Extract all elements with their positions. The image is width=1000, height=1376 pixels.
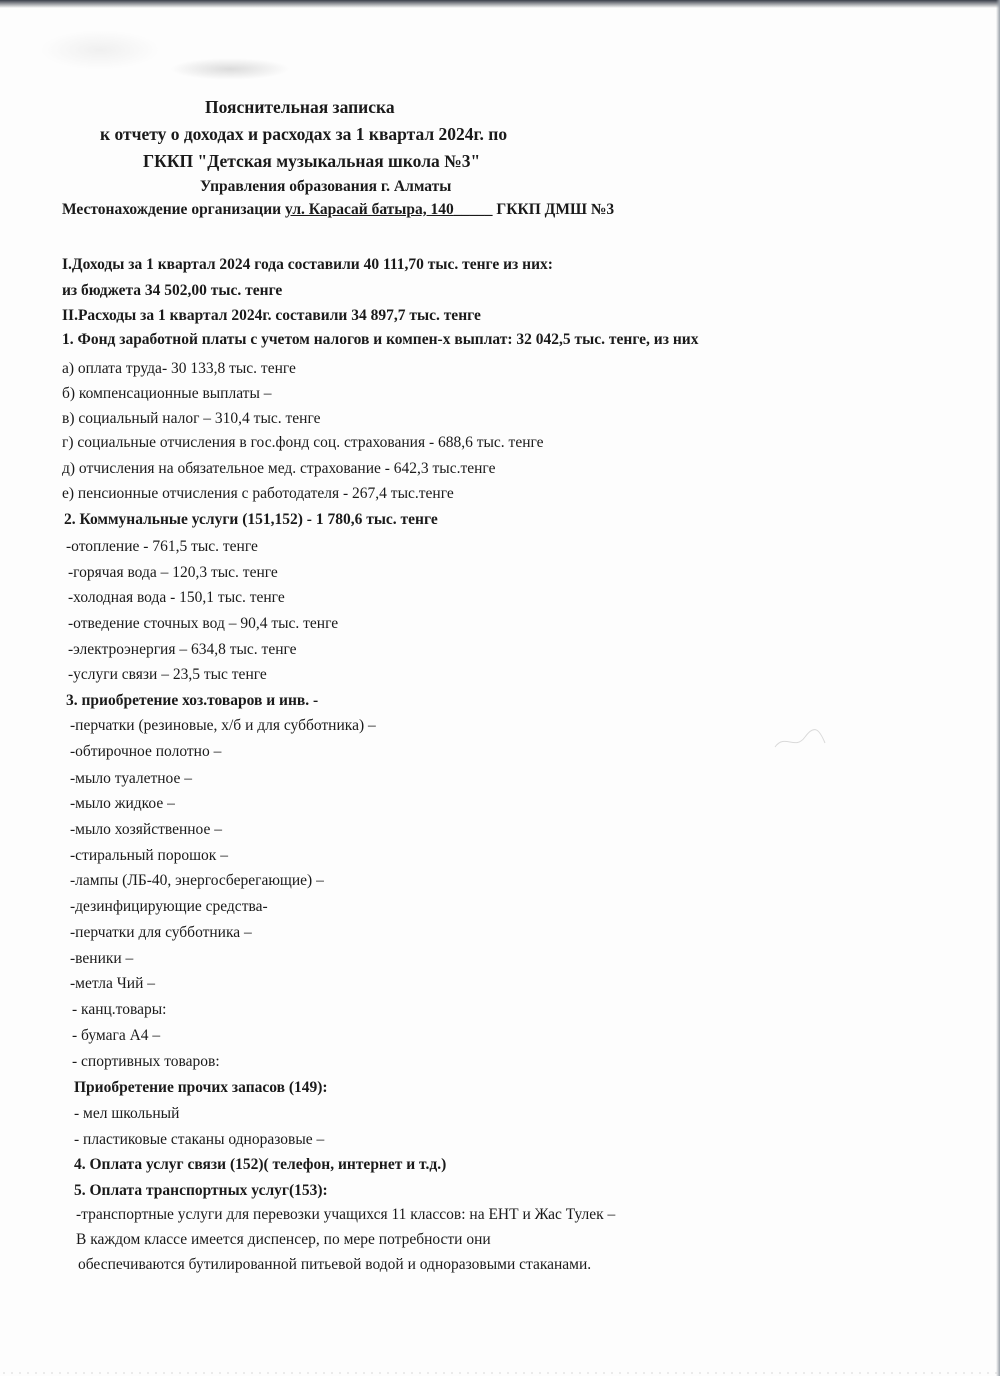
scan-smudge xyxy=(170,58,290,80)
utilities-item: -электроэнергия – 634,8 тыс. тенге xyxy=(68,641,297,658)
payroll-item: в) социальный налог – 310,4 тыс. тенге xyxy=(62,410,321,427)
expenses-total: II.Расходы за 1 квартал 2024г. составили 34 897,7 тыс. тенге xyxy=(62,307,481,324)
utilities-heading: 2. Коммунальные услуги (151,152) - 1 780,6 тыс. тенге xyxy=(64,511,438,528)
supplies-item: -мыло хозяйственное – xyxy=(70,821,222,838)
location-label: Местонахождение организации xyxy=(62,201,282,218)
supplies-item: - канц.товары: xyxy=(72,1001,167,1018)
scan-smudge-corner xyxy=(40,30,160,70)
income-budget: из бюджета 34 502,00 тыс. тенге xyxy=(62,282,283,299)
supplies-item: -стиральный порошок – xyxy=(70,847,228,864)
supplies-item: -перчатки для субботника – xyxy=(70,924,252,941)
location-blank: _____ xyxy=(453,201,493,218)
income-total: I.Доходы за 1 квартал 2024 года составили 40 111,70 тыс. тенге из них: xyxy=(62,256,553,273)
location-address: ул. Карасай батыра, 140 xyxy=(284,201,454,218)
supplies-item: -веники – xyxy=(70,950,134,967)
transport-note: В каждом классе имеется диспенсер, по мере потребности они xyxy=(76,1231,491,1248)
org-short-name: ГККП ДМШ №3 xyxy=(496,201,615,218)
supplies-item: -мыло жидкое – xyxy=(70,795,175,812)
doc-title: Пояснительная записка xyxy=(205,97,395,117)
org-name: ГККП "Детская музыкальная школа №3" xyxy=(143,151,481,171)
faint-pen-mark xyxy=(770,725,830,755)
supplies-heading: 3. приобретение хоз.товаров и инв. - xyxy=(66,692,319,709)
scan-edge-top xyxy=(0,0,1000,8)
other-stock-item: - пластиковые стаканы одноразовые – xyxy=(74,1131,325,1148)
payroll-heading: 1. Фонд заработной платы с учетом налогов и компен-х выплат: 32 042,5 тыс. тенге, из них xyxy=(62,331,699,348)
location-row xyxy=(62,201,614,219)
payroll-item: д) отчисления на обязательное мед. страхование - 642,3 тыс.тенге xyxy=(62,460,496,477)
utilities-item: -горячая вода – 120,3 тыс. тенге xyxy=(68,564,278,581)
communications-heading: 4. Оплата услуг связи (152)( телефон, интернет и т.д.) xyxy=(74,1156,447,1173)
supplies-item: -мыло туалетное – xyxy=(70,770,193,787)
supplies-item: - спортивных товаров: xyxy=(72,1053,220,1070)
other-stock-heading: Приобретение прочих запасов (149): xyxy=(74,1079,328,1096)
payroll-item: е) пенсионные отчисления с работодателя - 267,4 тыс.тенге xyxy=(62,485,454,502)
transport-heading: 5. Оплата транспортных услуг(153): xyxy=(74,1182,328,1199)
payroll-item: г) социальные отчисления в гос.фонд соц. страхования - 688,6 тыс. тенге xyxy=(62,434,544,451)
supplies-item: -дезинфицирующие средства- xyxy=(70,898,268,915)
payroll-item: б) компенсационные выплаты – xyxy=(62,385,272,402)
doc-subtitle: к отчету о доходах и расходах за 1 квартал 2024г. по xyxy=(100,124,508,144)
scan-bottom-edge xyxy=(0,1370,1000,1376)
utilities-item: -отопление - 761,5 тыс. тенге xyxy=(66,538,258,555)
utilities-item: -холодная вода - 150,1 тыс. тенге xyxy=(68,589,285,606)
scan-edge-right xyxy=(996,0,1000,1376)
supplies-item: -лампы (ЛБ-40, энергосберегающие) – xyxy=(70,872,324,889)
utilities-item: -отведение сточных вод – 90,4 тыс. тенге xyxy=(68,615,339,632)
utilities-item: -услуги связи – 23,5 тыс тенге xyxy=(68,666,267,683)
payroll-item: а) оплата труда- 30 133,8 тыс. тенге xyxy=(62,360,296,377)
supplies-item: - бумага А4 – xyxy=(72,1027,161,1044)
supplies-item: -обтирочное полотно – xyxy=(70,743,222,760)
supplies-item: -метла Чий – xyxy=(70,975,156,992)
other-stock-item: - мел школьный xyxy=(74,1105,180,1122)
org-department: Управления образования г. Алматы xyxy=(200,178,452,195)
transport-item: -транспортные услуги для перевозки учащихся 11 классов: на ЕНТ и Жас Тулек – xyxy=(76,1206,616,1223)
supplies-item: -перчатки (резиновые, х/б и для субботника) – xyxy=(70,717,376,734)
transport-note: обеспечиваются бутилированной питьевой водой и одноразовыми стаканами. xyxy=(78,1256,592,1273)
